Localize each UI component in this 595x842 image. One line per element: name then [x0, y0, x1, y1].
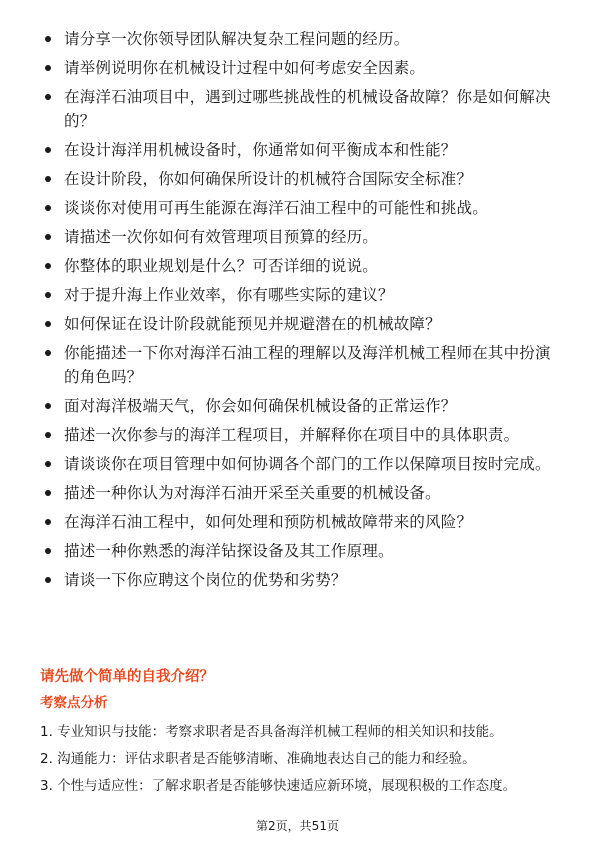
analysis-item: 3. 个性与适应性：了解求职者是否能够快速适应新环境，展现积极的工作态度。 — [40, 778, 517, 794]
bullet-icon — [45, 205, 51, 211]
bullet-icon — [45, 548, 51, 554]
list-item — [40, 510, 560, 534]
bullet-icon — [45, 94, 51, 100]
question-text: 描述一种你认为对海洋石油开采至关重要的机械设备。 — [64, 484, 441, 502]
bullet-icon — [45, 490, 51, 496]
question-text: 在海洋石油工程中，如何处理和预防机械故障带来的风险？ — [64, 513, 473, 531]
list-item — [40, 423, 560, 447]
bullet-icon — [45, 36, 51, 42]
question-list — [40, 27, 560, 597]
question-text: 你整体的职业规划是什么？可否详细的说说。 — [64, 257, 379, 275]
question-text: 在设计海洋用机械设备时，你通常如何平衡成本和性能？ — [64, 141, 457, 159]
list-item — [40, 539, 560, 563]
bullet-icon — [45, 176, 51, 182]
list-item — [40, 27, 560, 51]
list-item — [40, 85, 560, 133]
question-text: 面对海洋极端天气，你会如何确保机械设备的正常运作？ — [64, 397, 457, 415]
list-item — [40, 138, 560, 162]
bullet-icon — [45, 65, 51, 71]
list-item — [40, 568, 560, 592]
question-text: 请谈一下你应聘这个岗位的优势和劣势？ — [64, 571, 347, 589]
list-item — [40, 283, 560, 307]
bullet-icon — [45, 461, 51, 467]
question-text: 在设计阶段，你如何确保所设计的机械符合国际安全标准？ — [64, 170, 473, 188]
section-heading: 请先做个简单的自我介绍？ — [40, 669, 214, 685]
list-item — [40, 196, 560, 220]
analysis-item: 1. 专业知识与技能：考察求职者是否具备海洋机械工程师的相关知识和技能。 — [40, 724, 503, 740]
question-text: 对于提升海上作业效率，你有哪些实际的建议？ — [64, 286, 394, 304]
list-item — [40, 167, 560, 191]
list-item — [40, 341, 560, 389]
question-text: 描述一次你参与的海洋工程项目，并解释你在项目中的具体职责。 — [64, 426, 520, 444]
question-text: 请描述一次你如何有效管理项目预算的经历。 — [64, 228, 379, 246]
question-text: 描述一种你熟悉的海洋钻探设备及其工作原理。 — [64, 542, 394, 560]
analysis-list — [40, 722, 560, 803]
question-text: 请分享一次你领导团队解决复杂工程问题的经历。 — [64, 30, 410, 48]
bullet-icon — [45, 147, 51, 153]
question-text: 如何保证在设计阶段就能预见并规避潜在的机械故障？ — [64, 315, 441, 333]
bullet-icon — [45, 234, 51, 240]
bullet-icon — [45, 577, 51, 583]
list-item — [40, 452, 560, 476]
bullet-icon — [45, 403, 51, 409]
analysis-heading: 考察点分析 — [40, 695, 108, 711]
analysis-item: 2. 沟通能力：评估求职者是否能够清晰、准确地表达自己的能力和经验。 — [40, 751, 476, 767]
list-item — [40, 481, 560, 505]
list-item — [40, 254, 560, 278]
list-item — [40, 312, 560, 336]
bullet-icon — [45, 350, 51, 356]
question-text: 谈谈你对使用可再生能源在海洋石油工程中的可能性和挑战。 — [64, 199, 488, 217]
bullet-icon — [45, 519, 51, 525]
question-text: 请举例说明你在机械设计过程中如何考虑安全因素。 — [64, 59, 426, 77]
question-text: 你能描述一下你对海洋石油工程的理解以及海洋机械工程师在其中扮演的角色吗？ — [64, 344, 551, 386]
list-item — [40, 56, 560, 80]
question-text: 请谈谈你在项目管理中如何协调各个部门的工作以保障项目按时完成。 — [64, 455, 551, 473]
page-number-footer: 第2页，共51页 — [256, 819, 339, 833]
bullet-icon — [45, 432, 51, 438]
question-text: 在海洋石油项目中，遇到过哪些挑战性的机械设备故障？你是如何解决的？ — [64, 88, 551, 130]
bullet-icon — [45, 263, 51, 269]
list-item — [40, 394, 560, 418]
bullet-icon — [45, 321, 51, 327]
list-item — [40, 225, 560, 249]
bullet-icon — [45, 292, 51, 298]
